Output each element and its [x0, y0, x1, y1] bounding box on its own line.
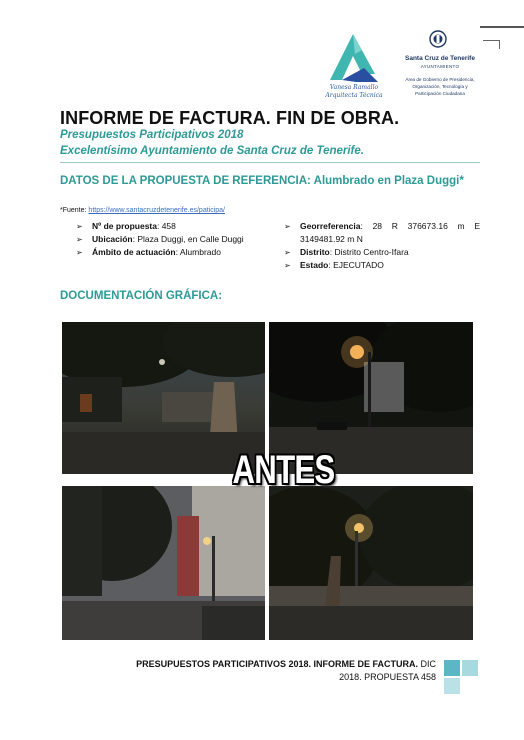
footer-square-3	[444, 678, 460, 694]
field-label: Estado	[300, 260, 329, 270]
footer-date-start: DIC	[420, 659, 436, 669]
field-value: : 28 R 376673.16 m E 3149481.92 m N	[300, 221, 480, 244]
field-label: Georreferencia	[300, 221, 361, 231]
footer-line-1	[66, 658, 436, 671]
source-link[interactable]: https://www.santacruzdetenerife.es/paticipa/	[88, 207, 225, 214]
field-label: Ámbito de actuación	[92, 247, 176, 257]
field-value: : 458	[156, 221, 176, 231]
footer-square-1	[444, 660, 460, 676]
list-item	[76, 233, 276, 246]
proposal-fields-left	[76, 220, 276, 259]
dept-line-1: Área de Gobierno de Presidencia,	[405, 77, 475, 82]
photo-street-dusk-lamp	[62, 486, 265, 640]
page-footer	[66, 658, 436, 684]
footer-square-2	[462, 660, 478, 676]
field-value: : Distrito Centro-Ifara	[329, 247, 409, 257]
architect-role: Arquitecta Técnica	[325, 92, 383, 99]
list-item	[284, 246, 480, 259]
field-label: Distrito	[300, 247, 330, 257]
field-label: Ubicación	[92, 234, 133, 244]
footer-line-2: 2018. PROPUESTA 458	[339, 672, 436, 682]
list-item	[76, 220, 276, 233]
dept-line-3: Participación Ciudadana	[415, 91, 465, 96]
field-value: : Alumbrado	[175, 247, 221, 257]
title-divider	[60, 162, 480, 163]
architect-name: Vanesa Ramallo	[329, 84, 379, 91]
source-label: *Fuente:	[60, 207, 87, 214]
list-item	[76, 246, 276, 259]
city-shield-icon	[429, 30, 447, 50]
source-line	[60, 207, 225, 214]
dept-line-2: Organización, Tecnología y	[412, 84, 468, 89]
proposal-fields-right	[284, 220, 480, 272]
corner-decoration-line	[480, 26, 524, 28]
list-item	[284, 259, 480, 272]
city-logo-subtitle: AYUNTAMIENTO	[420, 64, 460, 69]
photo-trees-night-lamp	[269, 486, 473, 640]
city-logo-title: Santa Cruz de Tenerife	[405, 55, 475, 62]
gallery-title: DOCUMENTACIÓN GRÁFICA:	[60, 290, 223, 302]
field-label: Nº de propuesta	[92, 221, 157, 231]
before-overlay-label: ANTES	[232, 448, 335, 492]
footer-bold-text: PRESUPUESTOS PARTICIPATIVOS 2018. INFORME DE FACTURA.	[136, 659, 418, 669]
city-department	[396, 76, 484, 97]
corner-decoration-mark	[483, 40, 500, 49]
field-value: : Plaza Duggi, en Calle Duggi	[132, 234, 244, 244]
document-subtitle-institution: Excelentísimo Ayuntamiento de Santa Cruz de Tenerife.	[60, 145, 364, 157]
proposal-section-title: DATOS DE LA PROPUESTA DE REFERENCIA: Alumbrado en Plaza Duggi*	[60, 175, 464, 187]
document-subtitle-program: Presupuestos Participativos 2018	[60, 129, 244, 141]
document-title: INFORME DE FACTURA. FIN DE OBRA.	[60, 108, 400, 128]
architect-logo-text	[316, 84, 392, 100]
list-item	[284, 220, 480, 246]
field-value: : EJECUTADO	[328, 260, 384, 270]
